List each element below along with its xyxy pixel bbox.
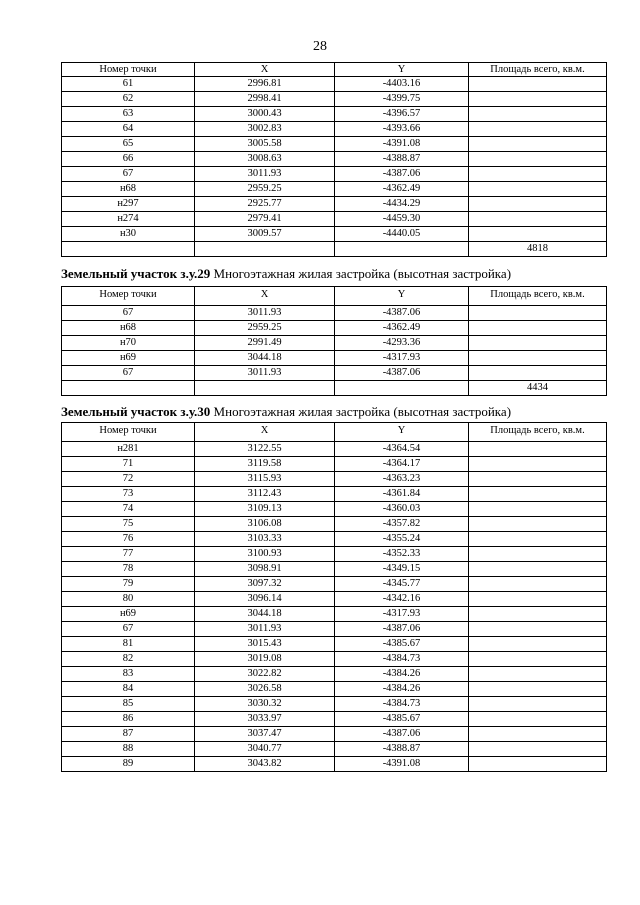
x-cell: 3011.93	[195, 167, 335, 182]
area-cell	[469, 137, 607, 152]
x-cell: 3109.13	[195, 502, 335, 517]
table-row	[62, 457, 607, 472]
point-number-cell: 61	[62, 77, 195, 92]
point-number-cell: н274	[62, 212, 195, 227]
x-cell: 3106.08	[195, 517, 335, 532]
empty-cell	[195, 381, 335, 396]
table-row	[62, 652, 607, 667]
x-cell: 3115.93	[195, 472, 335, 487]
empty-cell	[62, 381, 195, 396]
y-cell: -4360.03	[335, 502, 469, 517]
point-number-cell: 63	[62, 107, 195, 122]
empty-cell	[195, 242, 335, 257]
table-row	[62, 667, 607, 682]
area-cell	[469, 637, 607, 652]
point-number-cell: 82	[62, 652, 195, 667]
point-number-cell: 67	[62, 366, 195, 381]
table-row	[62, 212, 607, 227]
x-cell: 3008.63	[195, 152, 335, 167]
point-number-cell: н297	[62, 197, 195, 212]
table-row	[62, 727, 607, 742]
table-row	[62, 502, 607, 517]
area-cell	[469, 442, 607, 457]
point-number-cell: 79	[62, 577, 195, 592]
area-cell	[469, 502, 607, 517]
point-number-cell: н30	[62, 227, 195, 242]
header-x: X	[195, 287, 335, 306]
table-row	[62, 107, 607, 122]
area-cell	[469, 182, 607, 197]
empty-cell	[335, 381, 469, 396]
point-number-cell: 87	[62, 727, 195, 742]
x-cell: 3000.43	[195, 107, 335, 122]
table-row	[62, 306, 607, 321]
x-cell: 2979.41	[195, 212, 335, 227]
table-row	[62, 336, 607, 351]
table-row	[62, 562, 607, 577]
x-cell: 2959.25	[195, 182, 335, 197]
table-row	[62, 366, 607, 381]
area-cell	[469, 122, 607, 137]
area-cell	[469, 306, 607, 321]
x-cell: 2996.81	[195, 77, 335, 92]
y-cell: -4385.67	[335, 637, 469, 652]
coordinates-table-3	[61, 422, 607, 772]
point-number-cell: 83	[62, 667, 195, 682]
area-cell	[469, 77, 607, 92]
x-cell: 2925.77	[195, 197, 335, 212]
y-cell: -4387.06	[335, 622, 469, 637]
area-cell	[469, 577, 607, 592]
x-cell: 3122.55	[195, 442, 335, 457]
x-cell: 3040.77	[195, 742, 335, 757]
area-cell	[469, 336, 607, 351]
y-cell: -4384.73	[335, 652, 469, 667]
point-number-cell: 86	[62, 712, 195, 727]
point-number-cell: 71	[62, 457, 195, 472]
point-number-cell: 73	[62, 487, 195, 502]
header-y: Y	[335, 287, 469, 306]
table-row	[62, 197, 607, 212]
table-total-row	[62, 381, 607, 396]
page-number: 28	[313, 39, 327, 54]
x-cell: 3019.08	[195, 652, 335, 667]
table-row	[62, 607, 607, 622]
empty-cell	[335, 242, 469, 257]
table-row	[62, 592, 607, 607]
area-cell	[469, 212, 607, 227]
table-row	[62, 92, 607, 107]
y-cell: -4391.08	[335, 137, 469, 152]
point-number-cell: 75	[62, 517, 195, 532]
area-cell	[469, 107, 607, 122]
area-cell	[469, 152, 607, 167]
area-cell	[469, 227, 607, 242]
y-cell: -4384.73	[335, 697, 469, 712]
y-cell: -4440.05	[335, 227, 469, 242]
x-cell: 3002.83	[195, 122, 335, 137]
table-row	[62, 757, 607, 772]
y-cell: -4342.16	[335, 592, 469, 607]
area-total: 4434	[469, 381, 607, 396]
x-cell: 2998.41	[195, 92, 335, 107]
y-cell: -4317.93	[335, 607, 469, 622]
area-cell	[469, 532, 607, 547]
y-cell: -4393.66	[335, 122, 469, 137]
x-cell: 3119.58	[195, 457, 335, 472]
x-cell: 3037.47	[195, 727, 335, 742]
y-cell: -4349.15	[335, 562, 469, 577]
section-title-zu29	[61, 266, 621, 282]
x-cell: 3005.58	[195, 137, 335, 152]
x-cell: 3043.82	[195, 757, 335, 772]
y-cell: -4355.24	[335, 532, 469, 547]
x-cell: 3103.33	[195, 532, 335, 547]
area-cell	[469, 517, 607, 532]
point-number-cell: н70	[62, 336, 195, 351]
y-cell: -4362.49	[335, 321, 469, 336]
x-cell: 3044.18	[195, 607, 335, 622]
table-row	[62, 227, 607, 242]
y-cell: -4396.57	[335, 107, 469, 122]
point-number-cell: 62	[62, 92, 195, 107]
point-number-cell: 67	[62, 167, 195, 182]
section-title-bold: Земельный участок з.у.30	[61, 404, 211, 419]
area-cell	[469, 757, 607, 772]
area-cell	[469, 607, 607, 622]
table-row	[62, 321, 607, 336]
table-row	[62, 712, 607, 727]
y-cell: -4459.30	[335, 212, 469, 227]
coordinates-table-1	[61, 62, 607, 257]
point-number-cell: 66	[62, 152, 195, 167]
point-number-cell: 76	[62, 532, 195, 547]
table-row	[62, 351, 607, 366]
x-cell: 2991.49	[195, 336, 335, 351]
y-cell: -4293.36	[335, 336, 469, 351]
area-cell	[469, 697, 607, 712]
area-cell	[469, 197, 607, 212]
x-cell: 3015.43	[195, 637, 335, 652]
table-row	[62, 487, 607, 502]
header-x: X	[195, 63, 335, 77]
table-row	[62, 77, 607, 92]
header-area: Площадь всего, кв.м.	[469, 423, 607, 442]
y-cell: -4361.84	[335, 487, 469, 502]
area-cell	[469, 682, 607, 697]
table-row	[62, 622, 607, 637]
x-cell: 3044.18	[195, 351, 335, 366]
table-row	[62, 517, 607, 532]
area-cell	[469, 457, 607, 472]
x-cell: 3026.58	[195, 682, 335, 697]
point-number-cell: 67	[62, 622, 195, 637]
header-x: X	[195, 423, 335, 442]
point-number-cell: 65	[62, 137, 195, 152]
table-row	[62, 167, 607, 182]
x-cell: 3100.93	[195, 547, 335, 562]
point-number-cell: н69	[62, 607, 195, 622]
table-row	[62, 742, 607, 757]
point-number-cell: 72	[62, 472, 195, 487]
y-cell: -4387.06	[335, 727, 469, 742]
area-cell	[469, 562, 607, 577]
y-cell: -4352.33	[335, 547, 469, 562]
point-number-cell: н68	[62, 321, 195, 336]
table-row	[62, 122, 607, 137]
area-cell	[469, 321, 607, 336]
header-y: Y	[335, 63, 469, 77]
point-number-cell: н281	[62, 442, 195, 457]
table-row	[62, 152, 607, 167]
area-cell	[469, 667, 607, 682]
point-number-cell: 81	[62, 637, 195, 652]
x-cell: 3009.57	[195, 227, 335, 242]
x-cell: 3033.97	[195, 712, 335, 727]
section-title-rest: Многоэтажная жилая застройка (высотная застройка)	[210, 266, 512, 281]
area-cell	[469, 351, 607, 366]
area-cell	[469, 472, 607, 487]
area-cell	[469, 712, 607, 727]
y-cell: -4391.08	[335, 757, 469, 772]
y-cell: -4385.67	[335, 712, 469, 727]
y-cell: -4363.23	[335, 472, 469, 487]
point-number-cell: 78	[62, 562, 195, 577]
area-cell	[469, 366, 607, 381]
area-cell	[469, 487, 607, 502]
x-cell: 3030.32	[195, 697, 335, 712]
y-cell: -4364.54	[335, 442, 469, 457]
point-number-cell: 77	[62, 547, 195, 562]
point-number-cell: 74	[62, 502, 195, 517]
y-cell: -4388.87	[335, 152, 469, 167]
y-cell: -4399.75	[335, 92, 469, 107]
area-cell	[469, 592, 607, 607]
point-number-cell: 88	[62, 742, 195, 757]
y-cell: -4388.87	[335, 742, 469, 757]
point-number-cell: 80	[62, 592, 195, 607]
x-cell: 3011.93	[195, 622, 335, 637]
table-row	[62, 547, 607, 562]
y-cell: -4357.82	[335, 517, 469, 532]
y-cell: -4403.16	[335, 77, 469, 92]
x-cell: 2959.25	[195, 321, 335, 336]
section-title-zu30	[61, 404, 621, 420]
y-cell: -4362.49	[335, 182, 469, 197]
x-cell: 3096.14	[195, 592, 335, 607]
point-number-cell: 85	[62, 697, 195, 712]
header-point-number: Номер точки	[62, 287, 195, 306]
area-cell	[469, 742, 607, 757]
header-area: Площадь всего, кв.м.	[469, 287, 607, 306]
y-cell: -4364.17	[335, 457, 469, 472]
table-row	[62, 182, 607, 197]
x-cell: 3098.91	[195, 562, 335, 577]
header-point-number: Номер точки	[62, 63, 195, 77]
section-title-bold: Земельный участок з.у.29	[61, 266, 211, 281]
x-cell: 3097.32	[195, 577, 335, 592]
area-cell	[469, 652, 607, 667]
y-cell: -4434.29	[335, 197, 469, 212]
table-row	[62, 697, 607, 712]
area-cell	[469, 92, 607, 107]
area-cell	[469, 547, 607, 562]
y-cell: -4387.06	[335, 366, 469, 381]
x-cell: 3022.82	[195, 667, 335, 682]
table-row	[62, 637, 607, 652]
point-number-cell: н68	[62, 182, 195, 197]
table-row	[62, 577, 607, 592]
y-cell: -4384.26	[335, 667, 469, 682]
coordinates-table-2	[61, 286, 607, 396]
table-row	[62, 532, 607, 547]
header-point-number: Номер точки	[62, 423, 195, 442]
table-row	[62, 442, 607, 457]
table-row	[62, 472, 607, 487]
area-cell	[469, 727, 607, 742]
area-cell	[469, 167, 607, 182]
area-cell	[469, 622, 607, 637]
point-number-cell: 84	[62, 682, 195, 697]
x-cell: 3011.93	[195, 366, 335, 381]
section-title-rest: Многоэтажная жилая застройка (высотная застройка)	[210, 404, 512, 419]
y-cell: -4345.77	[335, 577, 469, 592]
point-number-cell: 64	[62, 122, 195, 137]
y-cell: -4387.06	[335, 167, 469, 182]
table-total-row	[62, 242, 607, 257]
y-cell: -4387.06	[335, 306, 469, 321]
x-cell: 3112.43	[195, 487, 335, 502]
table-row	[62, 137, 607, 152]
header-area: Площадь всего, кв.м.	[469, 63, 607, 77]
header-y: Y	[335, 423, 469, 442]
area-total: 4818	[469, 242, 607, 257]
point-number-cell: н69	[62, 351, 195, 366]
y-cell: -4317.93	[335, 351, 469, 366]
x-cell: 3011.93	[195, 306, 335, 321]
table-row	[62, 682, 607, 697]
empty-cell	[62, 242, 195, 257]
y-cell: -4384.26	[335, 682, 469, 697]
point-number-cell: 89	[62, 757, 195, 772]
point-number-cell: 67	[62, 306, 195, 321]
